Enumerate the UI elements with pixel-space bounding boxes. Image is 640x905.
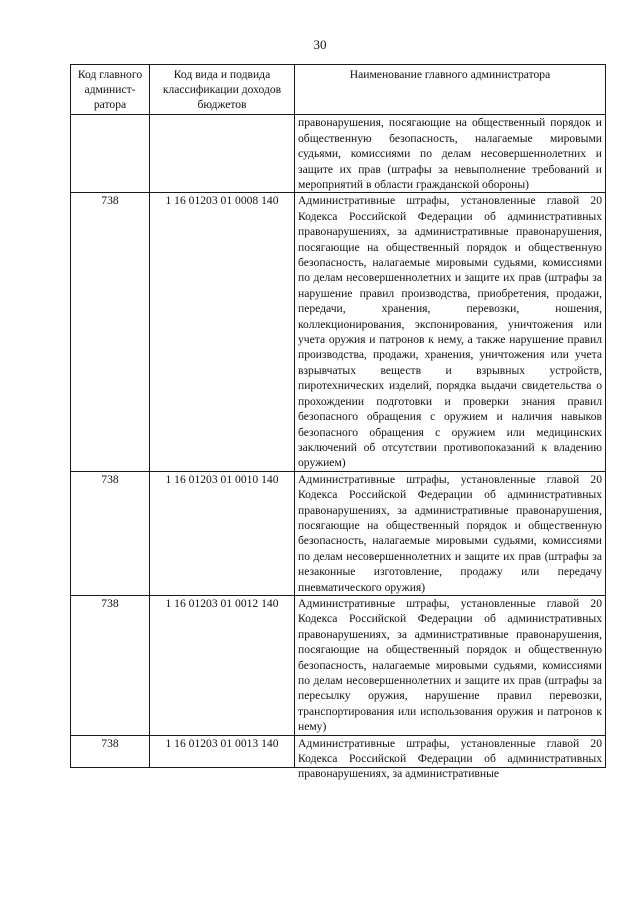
- income-administrators-table: [70, 64, 606, 781]
- table-body: [71, 115, 606, 781]
- table-row: [71, 735, 606, 767]
- admin-name-cell: Административные штрафы, установленные главой 20 Кодекса Российской Федерации об административных правонарушениях, за административные правонарушения, посягающие на общественный порядок и общественную безопасность, налагаемые мировыми судьями, комиссиями по делам несовершеннолетних и защите их прав (штрафы за нарушение правил производства, приобретения, продажи, передачи, хранения, перевозки, ношения, коллекционирования, экспонирования, уничтожения или учета оружия и патронов к нему, а также нарушение правил производства, продажи, хранения, уничтожения или учета взрывчатых веществ и взрывных устройств, пиротехнических изделий, порядка выдачи свидетельства о прохождении подготовки и проверки знания правил безопасного обращения с оружием и наличия навыков безопасного обращения с оружием или медицинских заключений об отсутствии противопоказаний к владению оружием): [295, 193, 606, 471]
- admin-name-text: Административные штрафы, установленные главой 20 Кодекса Российской Федерации об административных правонарушениях, за административные: [298, 736, 602, 781]
- header-income-code: Код вида и подвида классификации доходов бюджетов: [150, 65, 295, 115]
- table-header: [71, 65, 606, 115]
- page-number: 30: [313, 37, 327, 52]
- admin-name-cell: Административные штрафы, установленные главой 20 Кодекса Российской Федерации об административных правонарушениях, за административные правонарушения, посягающие на общественный порядок и общественную безопасность, налагаемые мировыми судьями, комиссиями по делам несовершеннолетних и защите их прав (штрафы за незаконные изготовление, продажу или передачу пневматического оружия): [295, 471, 606, 595]
- admin-code-cell: 738: [71, 471, 150, 595]
- header-admin-code: Код главного админист-ратора: [71, 65, 150, 115]
- admin-code-cell: [71, 115, 150, 193]
- table-row: [71, 193, 606, 471]
- admin-code-cell: 738: [71, 193, 150, 471]
- admin-name-cell: Административные штрафы, установленные главой 20 Кодекса Российской Федерации об административных правонарушениях, за административные правонарушения, посягающие на общественный порядок и общественную безопасность, налагаемые мировыми судьями, комиссиями по делам несовершеннолетних и защите их прав (штрафы за пересылку оружия, нарушение правил перевозки, транспортирования или использования оружия и патронов к нему): [295, 595, 606, 735]
- income-code-cell: 1 16 01203 01 0010 140: [150, 471, 295, 595]
- admin-name-cell: правонарушения, посягающие на общественный порядок и общественную безопасность, налагаемые мировыми судьями, комиссиями по делам несовершеннолетних и защите их прав (штрафы за невыполнение требований и мероприятий в области гражданской обороны): [295, 115, 606, 193]
- header-admin-name: Наименование главного администратора: [295, 65, 606, 115]
- income-code-cell: 1 16 01203 01 0008 140: [150, 193, 295, 471]
- header-row: [71, 65, 606, 115]
- table-row: [71, 471, 606, 595]
- income-code-cell: [150, 115, 295, 193]
- admin-code-cell: 738: [71, 595, 150, 735]
- table-row: [71, 595, 606, 735]
- admin-name-cell: [295, 735, 606, 781]
- table-row: [71, 115, 606, 193]
- admin-code-cell: 738: [71, 735, 150, 767]
- income-code-cell: 1 16 01203 01 0012 140: [150, 595, 295, 735]
- income-code-cell: 1 16 01203 01 0013 140: [150, 735, 295, 767]
